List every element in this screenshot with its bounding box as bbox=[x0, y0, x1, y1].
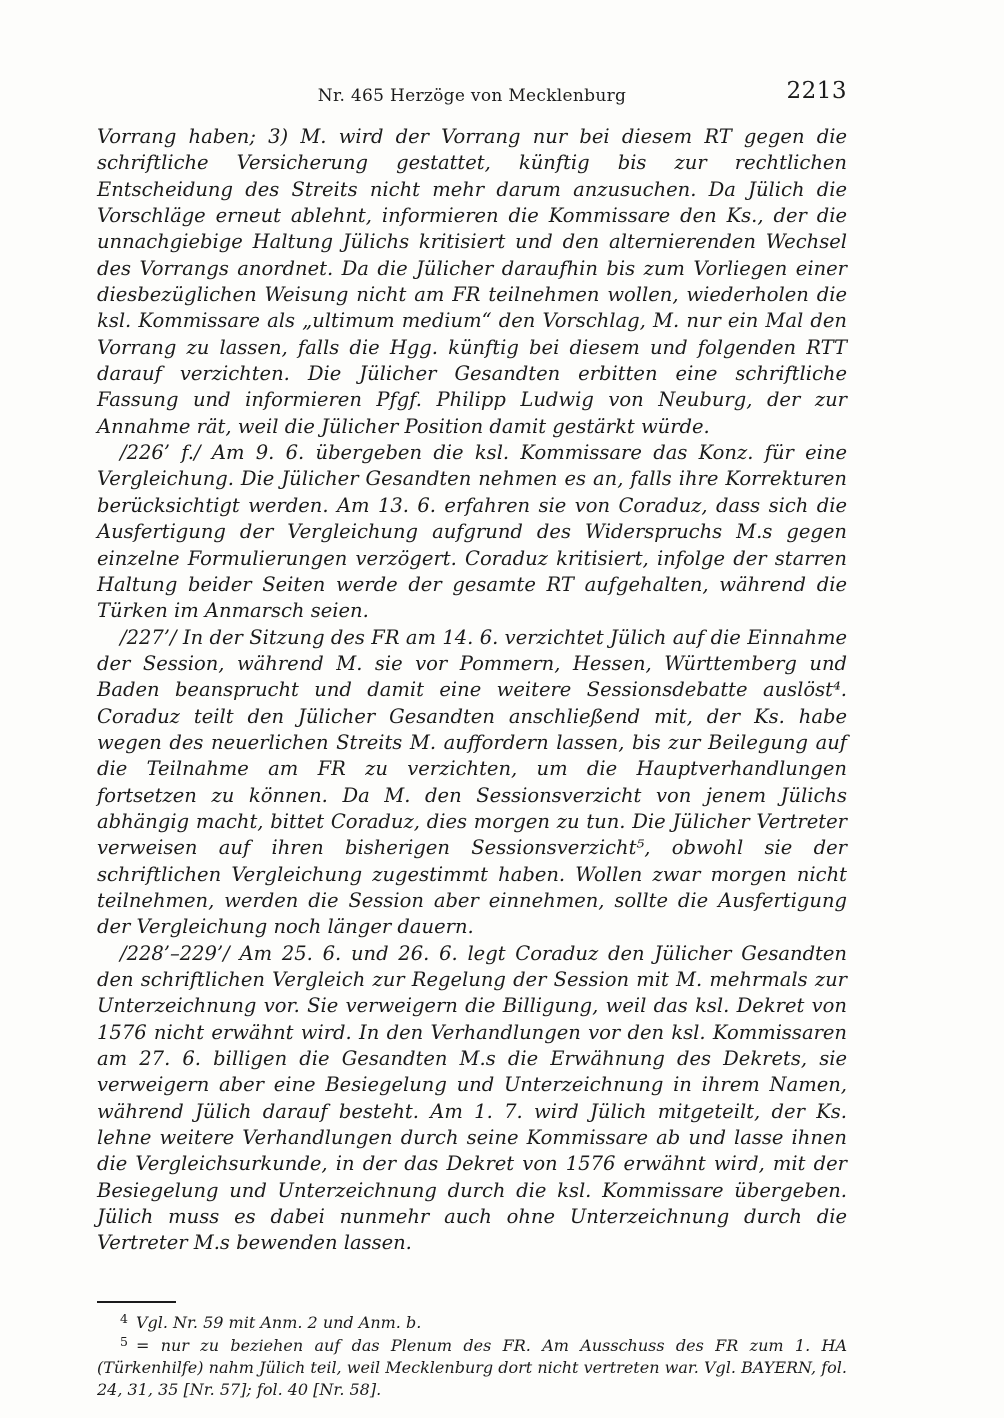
paragraph-fol-228-229: /228’–229’/ Am 25. 6. und 26. 6. legt Coraduz den Jülicher Gesandten den schriftlichen Vergleich zur Regelung der Session mit M. mehrmals zur Unterzeichnung vor. Sie verweigern die Billigung, weil das ksl. Dekret von 1576 nicht erwähnt wird. In den Verhandlungen vor den ksl. Kommissaren am 27. 6. billigen die Gesandten M.s die Erwähnung des Dekrets, sie verweigern aber eine Besiegelung und Unterzeichnung in ihrem Namen, während Jülich darauf besteht. Am 1. 7. wird Jülich mitgeteilt, der Ks. lehne weitere Verhandlungen durch seine Kommissare ab und lasse ihnen die Vergleichsurkunde, in der das Dekret von 1576 erwähnt wird, mit der Besiegelung und Unterzeichnung durch die ksl. Kommissare übergeben. Jülich muss es dabei nunmehr auch ohne Unterzeichnung durch die Vertreter M.s bewenden lassen. bbox=[97, 941, 847, 1255]
footnote-5-marker: 5 bbox=[120, 1334, 128, 1350]
footnote-separator-rule bbox=[97, 1301, 176, 1303]
paragraph-fol-227: /227’/ In der Sitzung des FR am 14. 6. verzichtet Jülich auf die Einnahme der Session, während M. sie vor Pommern, Hessen, Württemberg und Baden beansprucht und damit eine weitere Sessionsdebatte auslöst⁴. Coraduz teilt den Jülicher Gesandten anschließend mit, der Ks. habe wegen des neuerlichen Streits M. auffordern lassen, bis zur Beilegung auf die Teilnahme am FR zu verzichten, um die Hauptverhandlungen fortsetzen zu können. Da M. den Sessionsverzicht von jenem Jülichs abhängig macht, bittet Coraduz, dies morgen zu tun. Die Jülicher Vertreter verweisen auf ihren bisherigen Sessionsverzicht⁵, obwohl sie der schriftlichen Vergleichung zugestimmt haben. Wollen zwar morgen nicht teilnehmen, werden die Session aber einnehmen, sollte die Ausfertigung der Vergleichung noch länger dauern. bbox=[97, 625, 847, 939]
running-header-title: Nr. 465 Herzöge von Mecklenburg bbox=[317, 86, 627, 106]
footnote-5 bbox=[97, 1335, 847, 1401]
footnote-5-text: = nur zu beziehen auf das Plenum des FR. Am Ausschuss des FR zum 1. HA (Türkenhilfe) nahm Jülich teil, weil Mecklenburg dort nicht vertreten war. Vgl. BAYERN, fol. 24, 31, 35 [Nr. 57]; fol. 40 [Nr. 58]. bbox=[97, 1335, 847, 1400]
footnote-4-text: Vgl. Nr. 59 mit Anm. 2 und Anm. b. bbox=[135, 1312, 422, 1332]
page-content bbox=[97, 78, 847, 1401]
page-number: 2213 bbox=[786, 78, 847, 104]
paragraph-continuation: Vorrang haben; 3) M. wird der Vorrang nur bei diesem RT gegen die schriftliche Versicherung gestattet, künftig bis zur rechtlichen Entscheidung des Streits nicht mehr darum anzusuchen. Da Jülich die Vorschläge erneut ablehnt, informieren die Kommissare den Ks., der die unnachgiebige Haltung Jülichs kritisiert und den alternierenden Wechsel des Vorrangs anordnet. Da die Jülicher daraufhin bis zum Vorliegen einer diesbezüglichen Weisung nicht am FR teilnehmen wollen, wiederholen die ksl. Kommissare als „ultimum medium“ den Vorschlag, M. nur ein Mal den Vorrang zu lassen, falls die Hgg. künftig bei diesem und folgenden RTT darauf verzichten. Die Jülicher Gesandten erbitten eine schriftliche Fassung und informieren Pfgf. Philipp Ludwig von Neuburg, der zur Annahme rät, weil die Jülicher Position damit gestärkt würde. bbox=[97, 125, 847, 438]
footnote-4 bbox=[97, 1312, 847, 1335]
paragraph-fol-226: /226’ f./ Am 9. 6. übergeben die ksl. Kommissare das Konz. für eine Vergleichung. Die Jülicher Gesandten nehmen es an, falls ihre Korrekturen berücksichtigt werden. Am 13. 6. erfahren sie von Coraduz, dass sich die Ausfertigung der Vergleichung aufgrund des Widerspruchs M.s gegen einzelne Formulierungen verzögert. Coraduz kritisiert, infolge der starren Haltung beider Seiten werde der gesamte RT aufgehalten, während die Türken im Anmarsch seien. bbox=[97, 441, 847, 623]
running-header bbox=[97, 78, 847, 114]
footnotes-block bbox=[97, 1312, 847, 1401]
footnote-4-marker: 4 bbox=[120, 1311, 128, 1327]
main-text-block bbox=[97, 124, 847, 1257]
